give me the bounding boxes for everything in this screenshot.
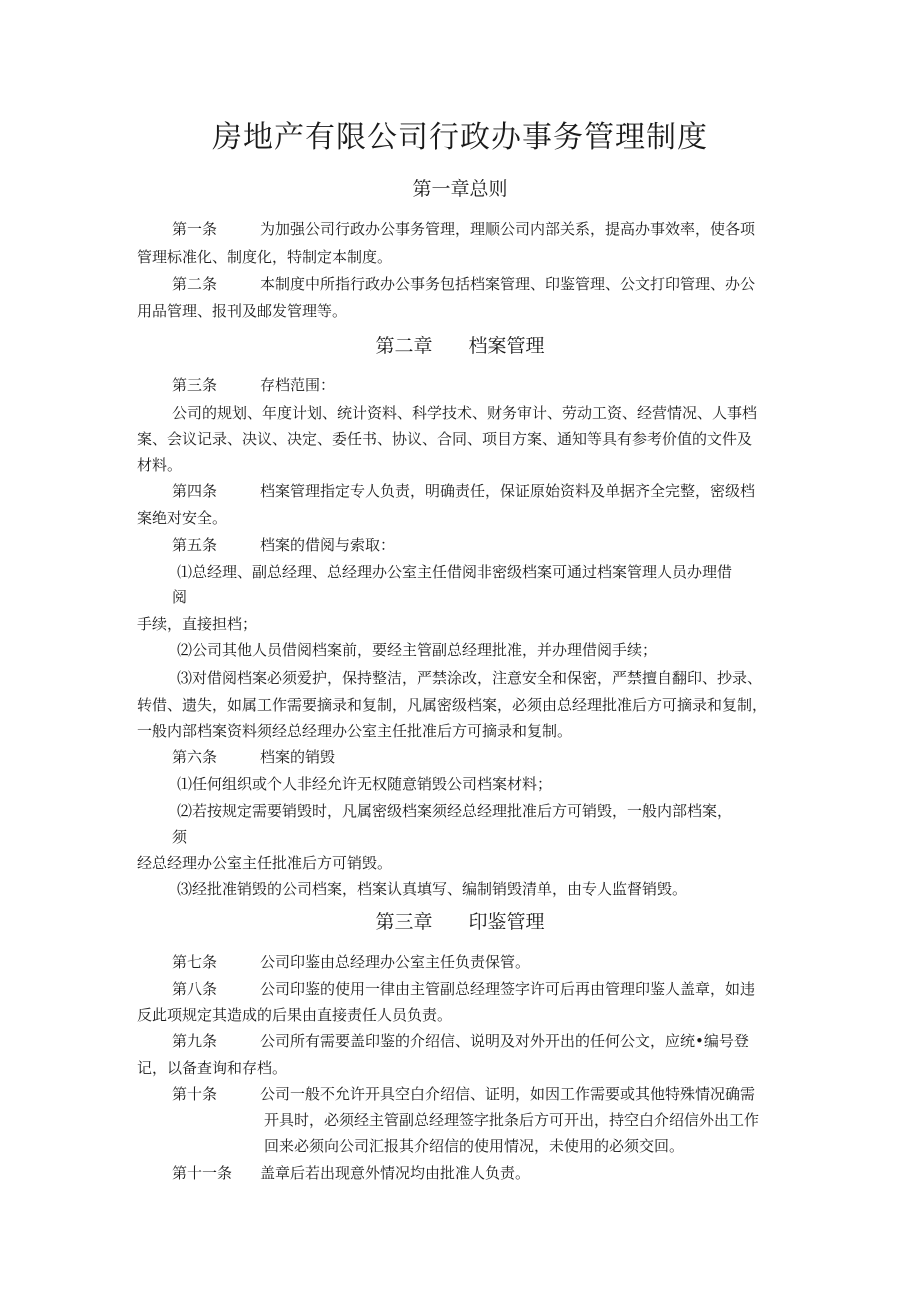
article-6-item-2-a: ⑵若按规定需要销毁时，凡属密级档案须经总经理批准后方可销毁，一般内部档案， [177,802,733,820]
article-4-label: 第四条 [172,482,218,500]
article-10-line-1 [172,1083,755,1105]
article-3-label: 第三条 [172,376,218,394]
article-11-line-1 [172,1162,530,1184]
article-8-line-2: 反此项规定其造成的后果由直接责任人员负责。 [137,1006,453,1024]
article-4-text: 档案管理指定专人负责，明确责任，保证原始资料及单据齐全完整，密级档 [260,482,756,500]
article-11-label: 第十一条 [172,1164,233,1182]
article-2-label: 第二条 [172,275,218,293]
article-9-text: 公司所有需要盖印鉴的介绍信、说明及对外开出的任何公文，应统•编号登 [260,1032,749,1050]
article-7-label: 第七条 [172,953,218,971]
article-2-line-2: 用品管理、报刊及邮发管理等。 [137,302,348,320]
article-3-line-1 [172,374,335,396]
article-8-label: 第八条 [172,980,218,998]
article-6-label: 第六条 [172,748,218,766]
article-10-label: 第十条 [172,1085,218,1103]
article-1-line-2: 管理标准化、制度化，特制定本制度。 [137,248,393,266]
article-5-item-3-a: ⑶对借阅档案必须爱护，保持整洁，严禁涂改，注意安全和保密，严禁擅自翻印、抄录、 [177,669,763,687]
article-10-line-3: 回来必须向公司汇报其介绍信的使用情况，未使用的必须交回。 [264,1137,685,1155]
article-10-text: 公司一般不允许开具空白介绍信、证明，如因工作需要或其他特殊情况确需 [260,1085,756,1103]
article-5-item-1-b: 阅 [172,588,188,606]
chapter-3-number: 第三章 [375,911,433,933]
article-4-line-2: 案绝对安全。 [137,509,228,527]
article-5-item-3-c: 一般内部档案资料须经总经理办公室主任批准后方可摘录和复制。 [137,722,573,740]
article-7-line-1 [172,951,530,973]
article-1-label: 第一条 [172,220,218,238]
article-5-label: 第五条 [172,536,218,554]
chapter-1-heading: 第一章总则 [412,178,508,200]
article-11-text: 盖章后若出现意外情况均由批准人负责。 [260,1164,531,1182]
article-5-item-3-b: 转借、遗失，如属工作需要摘录和复制，凡属密级档案，必须由总经理批准后方可摘录和复制， [137,696,768,714]
article-6-item-2-c: 经总经理办公室主任批准后方可销毁。 [137,854,393,872]
article-9-line-1 [172,1030,749,1052]
chapter-3-name: 印鉴管理 [468,911,545,933]
article-5-line-1 [172,534,395,556]
article-3-body-3: 材料。 [137,456,183,474]
article-5-item-1-a: ⑴总经理、副总经理、总经理办公室主任借阅非密级档案可通过档案管理人员办理借 [177,563,733,581]
article-7-text: 公司印鉴由总经理办公室主任负责保管。 [260,953,531,971]
chapter-2-heading [0,333,920,359]
article-1-text: 为加强公司行政办公事务管理，理顺公司内部关系，提高办事效率，使各项 [260,220,756,238]
article-6-line-1 [172,746,335,768]
article-10-line-2: 开具时，必须经主管副总经理签字批条后方可开出，持空白介绍信外出工作 [264,1111,760,1129]
article-5-item-2: ⑵公司其他人员借阅档案前，要经主管副总经理批准，并办理借阅手续； [177,641,658,659]
article-2-text: 本制度中所指行政办公事务包括档案管理、印鉴管理、公文打印管理、办公 [260,275,756,293]
article-8-text: 公司印鉴的使用一律由主管副总经理签字许可后再由管理印鉴人盖章，如违 [260,980,756,998]
chapter-3-heading [0,909,920,935]
article-2-line-1 [172,273,755,295]
article-5-text: 档案的借阅与索取： [260,536,396,554]
article-6-text: 档案的销毁 [260,748,336,766]
article-9-line-2: 记，以备查询和存档。 [137,1059,288,1077]
chapter-2-name: 档案管理 [468,335,545,357]
article-3-text: 存档范围： [260,376,336,394]
article-8-line-1 [172,978,755,1000]
document-title: 房地产有限公司行政办事务管理制度 [212,120,708,155]
article-9-label: 第九条 [172,1032,218,1050]
article-5-item-1-c: 手续，直接担档； [137,615,258,633]
article-3-body-1: 公司的规划、年度计划、统计资料、科学技术、财务审计、劳动工资、经营情况、人事档 [172,404,758,422]
chapter-2-number: 第二章 [375,335,433,357]
article-3-body-2: 案、会议记录、决议、决定、委任书、协议、合同、项目方案、通知等具有参考价值的文件及 [137,430,753,448]
article-6-item-1: ⑴任何组织或个人非经允许无权随意销毁公司档案材料； [177,775,553,793]
article-1-line-1 [172,218,755,240]
article-6-item-2-b: 须 [172,828,188,846]
article-6-item-3: ⑶经批准销毁的公司档案，档案认真填写、编制销毁清单，由专人监督销毁。 [177,880,688,898]
article-4-line-1 [172,480,755,502]
